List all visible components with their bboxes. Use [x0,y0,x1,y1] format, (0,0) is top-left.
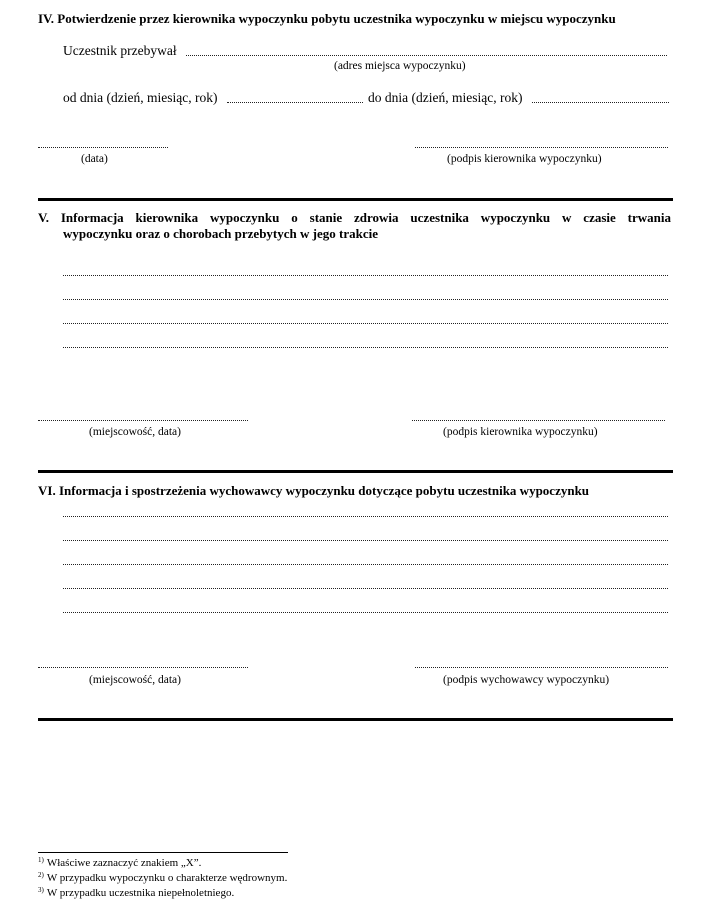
observation-line-5[interactable] [63,612,668,613]
date-field[interactable] [38,147,168,148]
place-date-caption-2: (miejscowość, data) [89,674,181,686]
manager-signature-field-2[interactable] [412,420,665,421]
section-vi-heading: VI. Informacja i spostrzeżenia wychowawcy wypoczynku dotyczące pobytu uczestnika wypoczynku [38,483,590,498]
place-date-field-2[interactable] [38,667,248,668]
to-date-label: do dnia (dzień, miesiąc, rok) [368,90,523,105]
health-info-line-3[interactable] [63,323,668,324]
from-date-label: od dnia (dzień, miesiąc, rok) [63,90,218,105]
footnote-2: $^{2)}$ W przypadku wypoczynku o charakterze wędrownym. [38,871,288,884]
to-date-field[interactable] [532,102,669,103]
health-info-line-2[interactable] [63,299,668,300]
section-divider [38,718,673,721]
observation-line-2[interactable] [63,540,668,541]
section-v-heading-line2: wypoczynku oraz o chorobach przebytych w jego trakcie [63,226,378,241]
address-caption: (adres miejsca wypoczynku) [334,60,466,72]
educator-signature-caption: (podpis wychowawcy wypoczynku) [443,674,610,686]
educator-signature-field[interactable] [415,667,668,668]
section-divider [38,198,673,201]
footnote-separator [38,852,288,853]
observation-line-3[interactable] [63,564,668,565]
place-date-field[interactable] [38,420,248,421]
observation-line-4[interactable] [63,588,668,589]
place-date-caption: (miejscowość, data) [89,426,181,438]
stay-label: Uczestnik przebywał [63,43,177,58]
from-date-field[interactable] [227,102,363,103]
footnote-1: $^{1)}$ Właściwe zaznaczyć znakiem „X”. [38,856,202,869]
health-info-line-4[interactable] [63,347,668,348]
date-caption: (data) [81,153,108,165]
manager-signature-field[interactable] [415,147,668,148]
section-divider [38,470,673,473]
section-v-heading-line1: V. Informacja kierownika wypoczynku o stanie zdrowia uczestnika wypoczynku w czasie trwania [38,210,671,225]
footnote-3: $^{3)}$ W przypadku uczestnika niepełnoletniego. [38,886,235,899]
address-field[interactable] [186,55,667,56]
manager-signature-caption-2: (podpis kierownika wypoczynku) [443,426,598,438]
manager-signature-caption: (podpis kierownika wypoczynku) [447,153,602,165]
health-info-line-1[interactable] [63,275,668,276]
observation-line-1[interactable] [63,516,668,517]
section-iv-heading: IV. Potwierdzenie przez kierownika wypoczynku pobytu uczestnika wypoczynku w miejscu wypoczynku [38,11,616,26]
